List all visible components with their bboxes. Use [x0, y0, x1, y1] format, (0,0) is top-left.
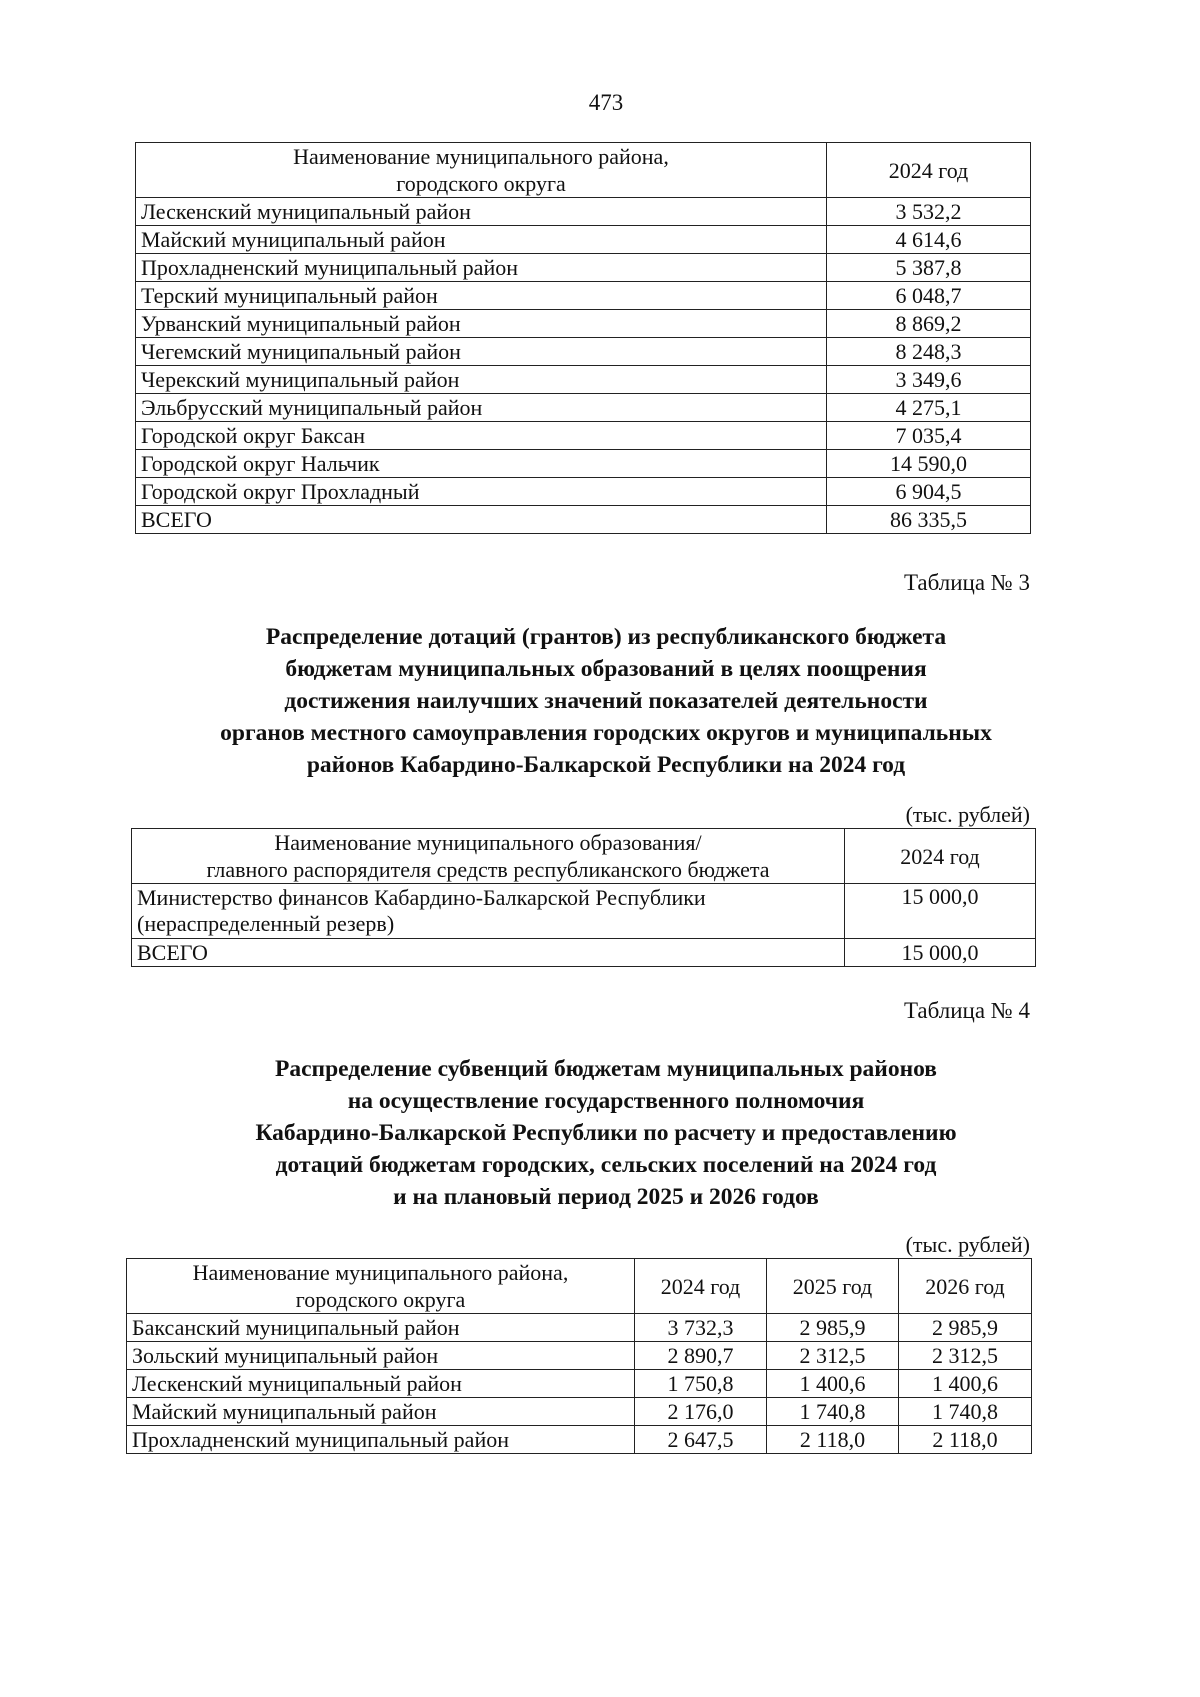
- row-value-2024: 3 532,2: [827, 198, 1031, 226]
- page-number: 473: [588, 90, 624, 115]
- header-2024: 2024 год: [845, 829, 1036, 884]
- header-2025: 2025 год: [767, 1259, 899, 1314]
- header-line: городского округа: [396, 171, 566, 196]
- table-4-label: Таблица № 4: [903, 998, 1030, 1023]
- row-value-2025: 1 740,8: [767, 1398, 899, 1426]
- row-value-2026: 1 400,6: [899, 1370, 1032, 1398]
- title-line: и на плановый период 2025 и 2026 годов: [393, 1184, 819, 1210]
- header-2024: 2024 год: [635, 1259, 767, 1314]
- table-row: [136, 366, 1031, 394]
- row-value-2024: 14 590,0: [827, 450, 1031, 478]
- row-value-2026: 2 118,0: [899, 1426, 1032, 1454]
- row-value-2024: 15 000,0: [845, 939, 1036, 967]
- table-3: [131, 828, 1036, 967]
- table-row: [136, 198, 1031, 226]
- row-value-2024: 7 035,4: [827, 422, 1031, 450]
- row-value-2024: 4 614,6: [827, 226, 1031, 254]
- table-row: [127, 1370, 1032, 1398]
- row-value-2024: 5 387,8: [827, 254, 1031, 282]
- row-value-2024: 2 176,0: [635, 1398, 767, 1426]
- row-value-2024: 2 647,5: [635, 1426, 767, 1454]
- row-name: Прохладненский муниципальный район: [127, 1426, 635, 1454]
- table-row: [132, 884, 1036, 939]
- row-name: Лескенский муниципальный район: [136, 198, 827, 226]
- row-value-2025: 2 118,0: [767, 1426, 899, 1454]
- title-line: Кабардино-Балкарской Республики по расчету и предоставлению: [255, 1120, 957, 1146]
- table-header-row: [132, 829, 1036, 884]
- table-3-units: (тыс. рублей): [905, 802, 1030, 827]
- row-name: Майский муниципальный район: [127, 1398, 635, 1426]
- table-row: [136, 226, 1031, 254]
- row-value-2024: 15 000,0: [845, 884, 1036, 939]
- table-row: [136, 450, 1031, 478]
- title-line: районов Кабардино-Балкарской Республики на 2024 год: [306, 752, 906, 778]
- table-row: [127, 1314, 1032, 1342]
- row-value-2024: 1 750,8: [635, 1370, 767, 1398]
- title-line: дотаций бюджетам городских, сельских поселений на 2024 год: [275, 1152, 937, 1178]
- row-name: Урванский муниципальный район: [136, 310, 827, 338]
- table-4-title: [100, 1053, 1112, 1213]
- table-row: [136, 254, 1031, 282]
- row-name: Эльбрусский муниципальный район: [136, 394, 827, 422]
- row-name: ВСЕГО: [132, 939, 845, 967]
- table-row: [136, 310, 1031, 338]
- row-value-2024: 2 890,7: [635, 1342, 767, 1370]
- row-name: Чегемский муниципальный район: [136, 338, 827, 366]
- row-value-2026: 1 740,8: [899, 1398, 1032, 1426]
- header-line: городского округа: [295, 1287, 466, 1312]
- table-row: [127, 1426, 1032, 1454]
- header-line: Наименование муниципального образования/: [274, 830, 702, 855]
- table-row: [136, 282, 1031, 310]
- row-value-2025: 1 400,6: [767, 1370, 899, 1398]
- header-2024: 2024 год: [827, 143, 1031, 198]
- header-name: [136, 143, 827, 198]
- table-4-units: (тыс. рублей): [905, 1232, 1030, 1257]
- table-header-row: [136, 143, 1031, 198]
- row-name-line: (нераспределенный резерв): [137, 911, 395, 936]
- table-2-continuation: [135, 142, 1031, 534]
- row-name: Городской округ Нальчик: [136, 450, 827, 478]
- row-value-2025: 2 312,5: [767, 1342, 899, 1370]
- title-line: бюджетам муниципальных образований в целях поощрения: [285, 656, 927, 682]
- row-value-2024: 86 335,5: [827, 506, 1031, 534]
- header-2026: 2026 год: [899, 1259, 1032, 1314]
- row-name: Зольский муниципальный район: [127, 1342, 635, 1370]
- table-row: [136, 422, 1031, 450]
- row-name: Майский муниципальный район: [136, 226, 827, 254]
- header-line: главного распорядителя средств республиканского бюджета: [206, 857, 770, 882]
- table-row: [136, 478, 1031, 506]
- row-value-2025: 2 985,9: [767, 1314, 899, 1342]
- title-line: на осуществление государственного полномочия: [347, 1088, 865, 1114]
- header-line: Наименование муниципального района,: [293, 144, 669, 169]
- row-name: ВСЕГО: [136, 506, 827, 534]
- row-name: Городской округ Прохладный: [136, 478, 827, 506]
- title-line: органов местного самоуправления городских округов и муниципальных: [220, 720, 992, 746]
- row-value-2024: 3 349,6: [827, 366, 1031, 394]
- table-header-row: [127, 1259, 1032, 1314]
- row-value-2024: 8 248,3: [827, 338, 1031, 366]
- row-name: Городской округ Баксан: [136, 422, 827, 450]
- row-name: Баксанский муниципальный район: [127, 1314, 635, 1342]
- table-3-title: [100, 621, 1112, 781]
- row-name: Терский муниципальный район: [136, 282, 827, 310]
- row-value-2024: 8 869,2: [827, 310, 1031, 338]
- row-name: Черекский муниципальный район: [136, 366, 827, 394]
- table-3-label: Таблица № 3: [903, 570, 1030, 595]
- header-name: [127, 1259, 635, 1314]
- table-row: [136, 338, 1031, 366]
- row-name-line: Министерство финансов Кабардино-Балкарской Республики: [137, 885, 706, 910]
- row-value-2026: 2 985,9: [899, 1314, 1032, 1342]
- title-line: достижения наилучших значений показателей деятельности: [284, 688, 928, 714]
- table-row-total: [132, 939, 1036, 967]
- header-name: [132, 829, 845, 884]
- table-4: [126, 1258, 1032, 1454]
- row-value-2024: 4 275,1: [827, 394, 1031, 422]
- row-value-2024: 3 732,3: [635, 1314, 767, 1342]
- table-row: [136, 394, 1031, 422]
- table-row: [136, 506, 1031, 534]
- row-name: [132, 884, 845, 939]
- row-name: Лескенский муниципальный район: [127, 1370, 635, 1398]
- row-value-2024: 6 048,7: [827, 282, 1031, 310]
- title-line: Распределение дотаций (грантов) из республиканского бюджета: [265, 624, 947, 650]
- table-row: [127, 1342, 1032, 1370]
- row-name: Прохладненский муниципальный район: [136, 254, 827, 282]
- title-line: Распределение субвенций бюджетам муниципальных районов: [275, 1056, 937, 1082]
- row-value-2024: 6 904,5: [827, 478, 1031, 506]
- row-value-2026: 2 312,5: [899, 1342, 1032, 1370]
- header-line: Наименование муниципального района,: [192, 1260, 569, 1285]
- table-row: [127, 1398, 1032, 1426]
